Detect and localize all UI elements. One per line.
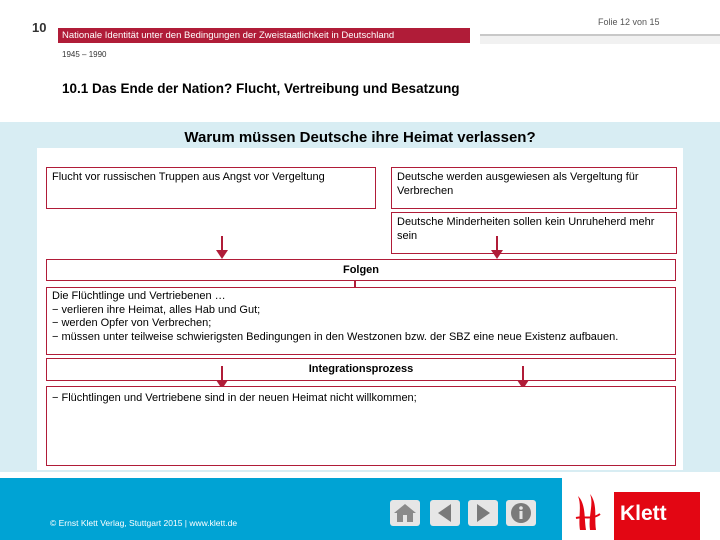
chapter-title-bar: Nationale Identität unter den Bedingungen der Zweistaatlichkeit in Deutschland [58, 28, 470, 43]
list-item: − werden Opfer von Verbrechen; [52, 317, 212, 329]
home-icon [390, 500, 420, 526]
copyright-text: © Ernst Klett Verlag, Stuttgart 2015 | www.klett.de [50, 518, 238, 528]
reason-box-left [46, 167, 376, 209]
forward-icon [468, 500, 498, 526]
consequences-header [46, 259, 676, 281]
list-item: − müssen unter teilweise schwierigsten Bedingungen in den Westzonen bzw. der SBZ eine neue Existenz aufbauen. [52, 330, 619, 343]
integration-box [46, 386, 676, 466]
consequences-label: Folgen [342, 264, 380, 276]
arrow-down-icon [490, 236, 504, 260]
info-button[interactable] [506, 500, 536, 526]
back-button[interactable] [430, 500, 460, 526]
header-divider [480, 34, 720, 44]
reason-box-right-2 [391, 212, 677, 254]
consequences-box [46, 287, 676, 355]
info-icon [506, 500, 536, 526]
klett-emblem-icon [570, 490, 610, 536]
reason-right-2-text: Deutsche Minderheiten sollen kein Unruheherd mehr sein [397, 216, 655, 242]
home-button[interactable] [390, 500, 420, 526]
integration-label: Integrationsprozess [308, 363, 414, 375]
integration-header [46, 358, 676, 381]
list-item: − verlieren ihre Heimat, alles Hab und Gut; [52, 303, 261, 316]
diagram-question: Warum müssen Deutsche ihre Heimat verlassen? [184, 129, 536, 146]
reason-box-right-1 [391, 167, 677, 209]
reason-left-text: Flucht vor russischen Truppen aus Angst vor Vergeltung [52, 171, 325, 183]
period-label: 1945 – 1990 [62, 50, 107, 59]
consequences-intro: Die Flüchtlinge und Vertriebenen … [52, 290, 226, 302]
list-item: − Flüchtlingen und Vertriebene sind in der neuen Heimat nicht willkommen; [52, 392, 417, 404]
section-title: 10.1 Das Ende der Nation? Flucht, Vertreibung und Besatzung [62, 81, 460, 96]
back-icon [430, 500, 460, 526]
forward-button[interactable] [468, 500, 498, 526]
arrow-down-icon [215, 236, 229, 260]
reason-right-1-text: Deutsche werden ausgewiesen als Vergeltung für Verbrechen [397, 171, 639, 197]
slide-counter: Folie 12 von 15 [598, 17, 660, 27]
klett-logo-text: Klett [620, 502, 667, 525]
chapter-number: 10 [32, 20, 47, 35]
